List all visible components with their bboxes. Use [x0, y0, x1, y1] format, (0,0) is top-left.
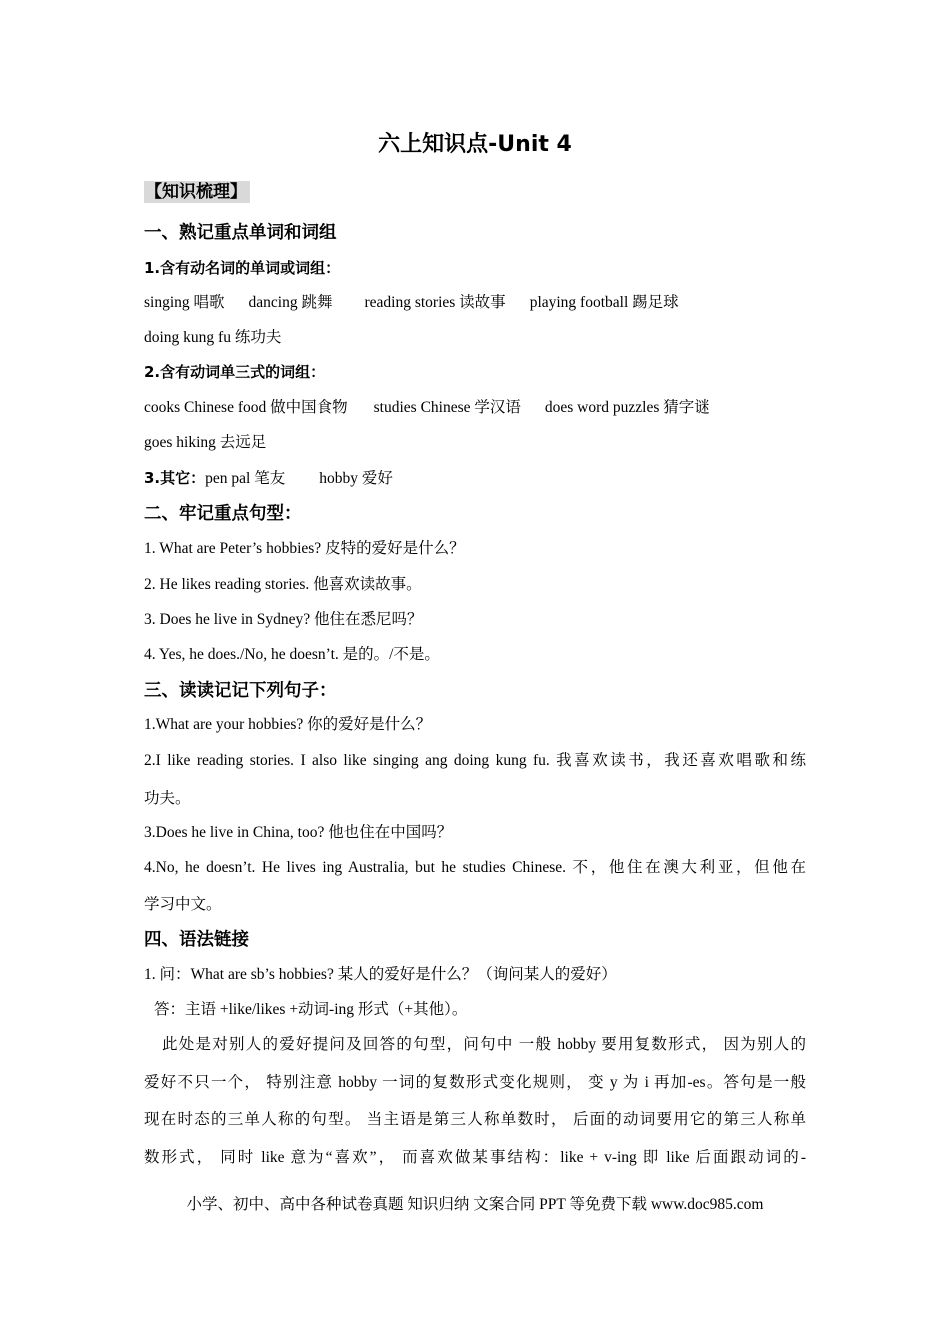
paragraph-line: 爱好不只一个， 特别注意 hobby 一词的复数形式变化规则， 变 y 为 i 再加-es。答句是一般	[144, 1074, 806, 1091]
gerund-row-2: doing kung fu 练功夫	[144, 329, 282, 346]
paragraph-line: 此处是对别人的爱好提问及回答的句型，问句中 一般 hobby 要用复数形式， 因为别人的	[162, 1036, 806, 1053]
gerund-row-1	[144, 290, 679, 312]
vocab-item: does word puzzles 猜字谜	[544, 399, 710, 416]
grammar-answer: 答：主语 +like/likes +动词-ing 形式（+其他）。	[154, 1001, 468, 1018]
sentence-pattern: 3. Does he live in Sydney? 他住在悉尼吗？	[144, 611, 423, 628]
third-person-row-2: goes hiking 去远足	[144, 434, 267, 451]
others-row	[144, 466, 393, 488]
subheading-others: 3.其它：	[144, 469, 206, 487]
paragraph-line: 现在时态的三单人称的句型。 当主语是第三人称单数时， 后面的动词要用它的第三人称单	[144, 1111, 806, 1128]
vocab-item: cooks Chinese food 做中国食物	[144, 399, 348, 416]
paragraph-line: 数形式， 同时 like 意为“喜欢”， 而喜欢做某事结构：like + v-ing 即 like 后面跟动词的-	[144, 1149, 806, 1166]
subheading-gerunds: 1.含有动名词的单词或词组：	[144, 259, 341, 277]
vocab-item: pen pal 笔友	[205, 470, 286, 487]
vocab-item: singing 唱歌	[144, 294, 225, 311]
sentence-line: 2.I like reading stories. I also like singing ang doing kung fu. 我喜欢读书，我还喜欢唱歌和练	[144, 752, 806, 769]
sentence-line: 1.What are your hobbies? 你的爱好是什么？	[144, 716, 432, 733]
section-heading-2: 二、牢记重点句型：	[144, 504, 302, 524]
grammar-question: 1. 问：What are sb’s hobbies? 某人的爱好是什么？（询问某人的爱好）	[144, 966, 617, 983]
vocab-item: studies Chinese 学汉语	[373, 399, 521, 416]
sentence-pattern: 4. Yes, he does./No, he doesn’t. 是的。/不是。	[144, 646, 440, 663]
sentence-line: 3.Does he live in China, too? 他也住在中国吗？	[144, 824, 453, 841]
sentence-pattern: 2. He likes reading stories. 他喜欢读故事。	[144, 576, 422, 593]
section-tag: 【知识梳理】	[144, 181, 250, 203]
sentence-pattern: 1. What are Peter’s hobbies? 皮特的爱好是什么？	[144, 540, 465, 557]
sentence-line-cont: 功夫。	[144, 790, 191, 807]
sentence-line-cont: 学习中文。	[144, 896, 222, 913]
section-heading-3: 三、读读记记下列句子：	[144, 681, 337, 701]
third-person-row-1	[144, 395, 710, 417]
vocab-item: dancing 跳舞	[248, 294, 333, 311]
page-title: 六上知识点-Unit 4	[378, 132, 572, 157]
vocab-item: reading stories 读故事	[364, 294, 506, 311]
page-footer: 小学、初中、高中各种试卷真题 知识归纳 文案合同 PPT 等免费下载 www.doc985.com	[186, 1196, 764, 1213]
section-heading-1: 一、熟记重点单词和词组	[144, 223, 337, 243]
vocab-item: hobby 爱好	[319, 470, 393, 487]
vocab-item: playing football 踢足球	[529, 294, 679, 311]
sentence-line: 4.No, he doesn’t. He lives ing Australia, but he studies Chinese. 不，他住在澳大利亚，但他在	[144, 859, 806, 876]
subheading-third-person: 2.含有动词单三式的词组：	[144, 363, 326, 381]
section-heading-4: 四、语法链接	[144, 930, 249, 950]
